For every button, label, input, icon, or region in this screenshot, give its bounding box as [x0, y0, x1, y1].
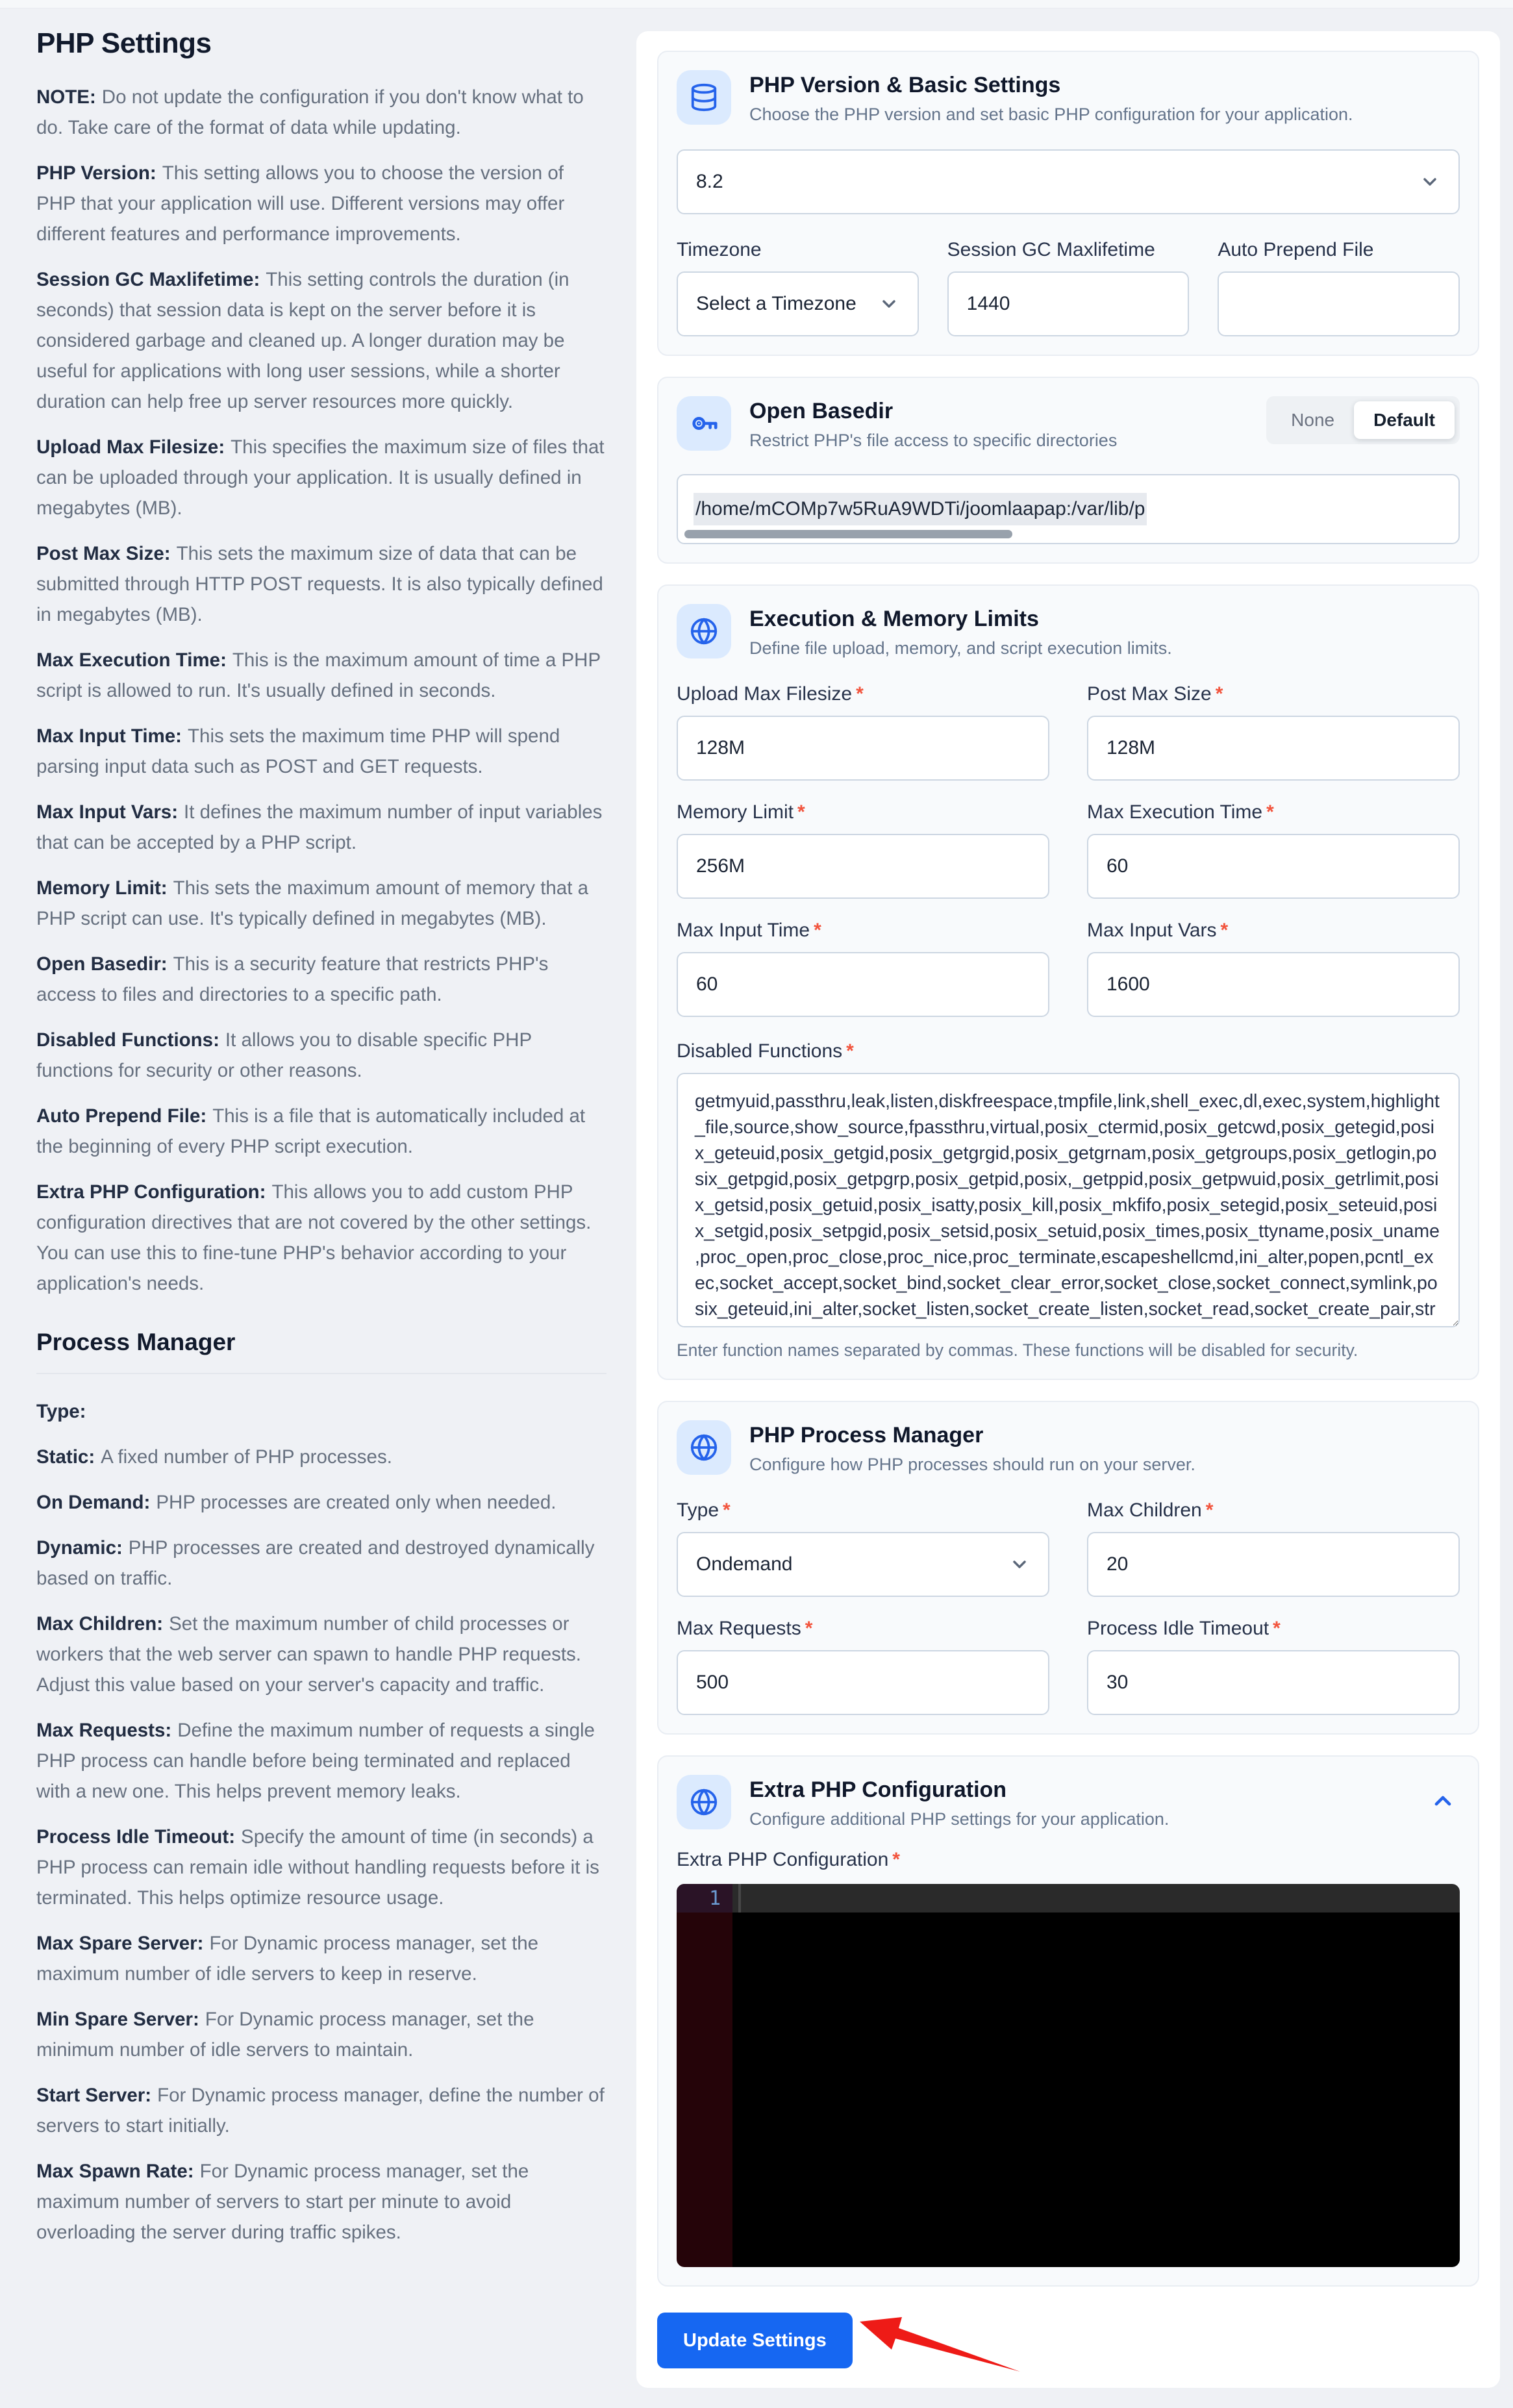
disabled-functions-help: Enter function names separated by commas. These functions will be disabled for security.: [677, 1340, 1358, 1360]
doc-text: For Dynamic process manager, define the number of servers to start initially.: [36, 2085, 605, 2137]
auto-prepend-input[interactable]: [1218, 271, 1460, 336]
card-limits-header: [677, 604, 1460, 658]
required-marker: *: [1266, 801, 1274, 823]
required-marker: *: [723, 1499, 731, 1521]
required-marker: *: [846, 1040, 854, 1062]
editor-content-area[interactable]: [732, 1913, 1460, 2267]
doc-term: Type:: [36, 1401, 86, 1422]
doc-text: This specifies the maximum size of files that can be uploaded through your application. It is usually defined in megabytes (MB).: [36, 436, 605, 519]
doc-text: This sets the maximum amount of memory that a PHP script can use. It's typically defined in megabytes (MB).: [36, 877, 589, 929]
doc-paragraph: [36, 264, 606, 417]
doc-paragraph: [36, 1533, 606, 1594]
required-marker: *: [892, 1849, 900, 1870]
globe-icon: [677, 1420, 731, 1475]
upload-max-filesize-input[interactable]: [677, 716, 1049, 781]
doc-text: This is the maximum amount of time a PHP script is allowed to run. It's usually defined in seconds.: [36, 649, 601, 701]
max-input-time-input[interactable]: [677, 952, 1049, 1017]
doc-term: Start Server:: [36, 2085, 152, 2106]
session-gc-label: Session GC Maxlifetime: [947, 239, 1155, 260]
doc-paragraph: [36, 432, 606, 523]
doc-term: Static:: [36, 1446, 95, 1468]
globe-icon: [677, 1775, 731, 1829]
card-limits: [657, 584, 1479, 1380]
horizontal-scrollbar[interactable]: [684, 530, 1012, 538]
doc-paragraph: [36, 1715, 606, 1807]
doc-paragraph: [36, 1928, 606, 1989]
php-version-value: 8.2: [696, 171, 723, 192]
max-execution-time-input[interactable]: [1087, 834, 1460, 899]
pm-max-children-input[interactable]: [1087, 1532, 1460, 1597]
card-subtitle: Configure additional PHP settings for your application.: [749, 1809, 1169, 1829]
chevron-down-icon: [1009, 1554, 1030, 1575]
doc-term: Memory Limit:: [36, 877, 168, 899]
doc-term: Max Requests:: [36, 1720, 172, 1741]
doc-text: It allows you to disable specific PHP functions for security or other reasons.: [36, 1029, 532, 1081]
card-title: PHP Process Manager: [749, 1423, 984, 1448]
doc-term: Auto Prepend File:: [36, 1105, 207, 1127]
chevron-down-icon: [1419, 171, 1440, 192]
card-process-manager: [657, 1401, 1479, 1735]
update-settings-button[interactable]: Update Settings: [657, 2313, 853, 2368]
doc-term: Post Max Size:: [36, 543, 171, 564]
doc-term: Max Input Time:: [36, 725, 182, 747]
doc-text: For Dynamic process manager, set the minimum number of idle servers to maintain.: [36, 2009, 534, 2061]
required-marker: *: [1205, 1499, 1214, 1521]
disabled-functions-label: Disabled Functions *: [677, 1040, 854, 1062]
doc-term: Max Children:: [36, 1613, 164, 1635]
doc-text: Define the maximum number of requests a single PHP process can handle before being terminated and replaced with a new one. This helps prevent memory leaks.: [36, 1720, 595, 1802]
doc-paragraph: [36, 158, 606, 249]
doc-text: This setting controls the duration (in seconds) that session data is kept on the server before it is considered garbage and cleaned up. A longer duration may be useful for applications with long user sessions, while a shorter duration can help free up server resources more quickly.: [36, 269, 569, 412]
doc-text: For Dynamic process manager, set the maximum number of servers to start per minute to avoid overloading the server during traffic spikes.: [36, 2161, 529, 2243]
doc-text: For Dynamic process manager, set the maximum number of idle servers to keep in reserve.: [36, 1933, 539, 1985]
required-marker: *: [805, 1618, 813, 1639]
max-execution-time-label: Max Execution Time *: [1087, 801, 1274, 823]
required-marker: *: [1273, 1618, 1281, 1639]
doc-term: Process Idle Timeout:: [36, 1826, 236, 1848]
card-title: Execution & Memory Limits: [749, 607, 1039, 631]
doc-term: Session GC Maxlifetime:: [36, 269, 260, 290]
doc-text: This setting allows you to choose the version of PHP that your application will use. Different versions may offer different features and performance improvements.: [36, 162, 565, 245]
pm-idle-timeout-label: Process Idle Timeout *: [1087, 1618, 1281, 1639]
doc-text: PHP processes are created only when needed.: [156, 1492, 556, 1513]
collapse-card-button[interactable]: [1426, 1784, 1460, 1821]
process-manager-heading: Process Manager: [36, 1329, 606, 1374]
doc-paragraph: [36, 721, 606, 782]
required-marker: *: [856, 683, 864, 705]
card-title: PHP Version & Basic Settings: [749, 73, 1061, 97]
doc-text: This sets the maximum time PHP will spend parsing input data such as POST and GET requests.: [36, 725, 560, 777]
doc-text: Specify the amount of time (in seconds) a PHP process can remain idle without handling requests before it is terminated. This helps optimize resource usage.: [36, 1826, 599, 1909]
extra-php-config-label: Extra PHP Configuration *: [677, 1849, 900, 1870]
doc-text: Do not update the configuration if you don't know what to do. Take care of the format of data while updating.: [36, 86, 584, 138]
doc-paragraph: [36, 1487, 606, 1518]
max-input-vars-label: Max Input Vars *: [1087, 920, 1229, 941]
doc-term: On Demand:: [36, 1492, 151, 1513]
pm-max-requests-label: Max Requests *: [677, 1618, 813, 1639]
doc-term: Upload Max Filesize:: [36, 436, 225, 458]
php-version-select[interactable]: [677, 149, 1460, 214]
doc-text: This is a file that is automatically included at the beginning of every PHP script execution.: [36, 1105, 586, 1157]
doc-text: It defines the maximum number of input variables that can be accepted by a PHP script.: [36, 801, 603, 853]
card-extra-php: [657, 1755, 1479, 2287]
required-marker: *: [797, 801, 805, 823]
doc-paragraph: [36, 645, 606, 706]
doc-term: Max Execution Time:: [36, 649, 227, 671]
basedir-mode-toggle: [1266, 396, 1460, 444]
post-max-size-input[interactable]: [1087, 716, 1460, 781]
pm-max-children-label: Max Children *: [1087, 1499, 1214, 1521]
session-gc-input[interactable]: [947, 271, 1190, 336]
doc-term: Min Spare Server:: [36, 2009, 199, 2030]
page-title: PHP Settings: [36, 27, 212, 59]
required-marker: *: [814, 920, 821, 941]
docs-column: [36, 27, 606, 2263]
disabled-functions-textarea[interactable]: [677, 1073, 1460, 1327]
card-open-basedir-header: [677, 396, 1460, 451]
doc-text: This sets the maximum size of data that can be submitted through HTTP POST requests. It is also typically defined in megabytes (MB).: [36, 543, 603, 625]
doc-term: NOTE:: [36, 86, 96, 108]
card-php-version-header: [677, 70, 1460, 125]
doc-paragraph: [36, 82, 606, 143]
card-title: Extra PHP Configuration: [749, 1777, 1007, 1802]
basedir-mode-none[interactable]: None: [1291, 410, 1335, 430]
card-subtitle: Restrict PHP's file access to specific directories: [749, 431, 1118, 450]
doc-paragraph: [36, 1396, 606, 1427]
upload-max-filesize-label: Upload Max Filesize *: [677, 683, 864, 705]
pm-max-requests-input[interactable]: [677, 1650, 1049, 1715]
pm-type-select[interactable]: [677, 1532, 1049, 1597]
required-marker: *: [1215, 683, 1223, 705]
max-input-vars-input[interactable]: [1087, 952, 1460, 1017]
doc-term: Disabled Functions:: [36, 1029, 219, 1051]
process-docs-list: [36, 1396, 606, 2248]
timezone-label: Timezone: [677, 239, 762, 260]
pm-type-value: Ondemand: [696, 1553, 793, 1575]
card-open-basedir: [657, 377, 1479, 564]
basedir-mode-default[interactable]: Default: [1354, 401, 1455, 439]
memory-limit-label: Memory Limit *: [677, 801, 805, 823]
doc-paragraph: [36, 2156, 606, 2248]
doc-paragraph: [36, 1101, 606, 1162]
card-subtitle: Choose the PHP version and set basic PHP configuration for your application.: [749, 105, 1353, 124]
key-icon: [677, 396, 731, 451]
doc-term: Extra PHP Configuration:: [36, 1181, 266, 1203]
doc-term: Max Spawn Rate:: [36, 2161, 194, 2182]
card-subtitle: Configure how PHP processes should run on your server.: [749, 1455, 1195, 1474]
timezone-value: Select a Timezone: [696, 293, 857, 314]
doc-term: PHP Version:: [36, 162, 156, 184]
basedir-path-value: /home/mCOMp7w5RuA9WDTi/joomlaapap:/var/lib/p: [694, 493, 1147, 525]
chevron-up-icon: [1430, 1788, 1456, 1814]
basedir-path-input[interactable]: [677, 474, 1460, 544]
page-top-strip: [0, 0, 1513, 8]
extra-php-code-editor[interactable]: [677, 1884, 1460, 2267]
doc-text: Set the maximum number of child processes or workers that the web server can spawn to handle PHP requests. Adjust this value based on your server's capacity and traffic.: [36, 1613, 582, 1696]
doc-paragraph: [36, 2080, 606, 2141]
card-process-manager-header: [677, 1420, 1460, 1475]
doc-paragraph: [36, 1025, 606, 1086]
doc-paragraph: [36, 1609, 606, 1700]
card-title: Open Basedir: [749, 399, 894, 423]
globe-icon: [677, 604, 731, 658]
doc-term: Dynamic:: [36, 1537, 123, 1559]
editor-line-number: 1: [677, 1884, 732, 1913]
doc-paragraph: [36, 1822, 606, 1913]
editor-gutter: [677, 1913, 732, 2267]
required-marker: *: [1220, 920, 1229, 941]
auto-prepend-label: Auto Prepend File: [1218, 239, 1374, 260]
pm-idle-timeout-input[interactable]: [1087, 1650, 1460, 1715]
docs-list: [36, 82, 606, 1299]
doc-paragraph: [36, 538, 606, 630]
doc-paragraph: [36, 2004, 606, 2065]
doc-text: A fixed number of PHP processes.: [101, 1446, 392, 1468]
card-php-version: [657, 51, 1479, 356]
editor-gutter-divider: [738, 1884, 741, 1913]
settings-panel: [636, 31, 1500, 2388]
card-subtitle: Define file upload, memory, and script execution limits.: [749, 638, 1172, 658]
doc-text: This is a security feature that restricts PHP's access to files and directories to a specific path.: [36, 953, 549, 1005]
doc-paragraph: [36, 797, 606, 858]
pm-type-label: Type *: [677, 1499, 731, 1521]
doc-paragraph: [36, 1442, 606, 1472]
memory-limit-input[interactable]: [677, 834, 1049, 899]
doc-term: Max Spare Server:: [36, 1933, 204, 1954]
timezone-select[interactable]: [677, 271, 919, 336]
doc-paragraph: [36, 1177, 606, 1299]
post-max-size-label: Post Max Size *: [1087, 683, 1223, 705]
max-input-time-label: Max Input Time *: [677, 920, 821, 941]
red-annotation-arrow: [857, 2314, 1029, 2385]
doc-term: Open Basedir:: [36, 953, 168, 975]
doc-paragraph: [36, 949, 606, 1010]
chevron-down-icon: [879, 294, 899, 314]
doc-term: Max Input Vars:: [36, 801, 179, 823]
doc-text: This allows you to add custom PHP configuration directives that are not covered by the other settings. You can use this to fine-tune PHP's behavior according to your application's needs.: [36, 1181, 592, 1294]
doc-text: PHP processes are created and destroyed dynamically based on traffic.: [36, 1537, 595, 1589]
card-extra-php-header: [677, 1775, 1460, 1829]
doc-paragraph: [36, 873, 606, 934]
editor-active-line[interactable]: [677, 1884, 1460, 1913]
database-icon: [677, 70, 731, 125]
